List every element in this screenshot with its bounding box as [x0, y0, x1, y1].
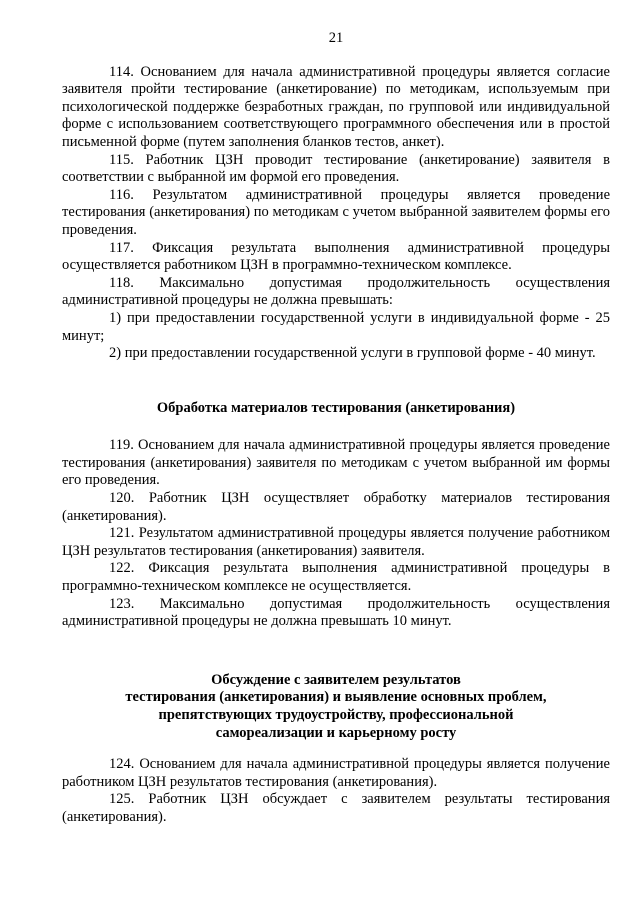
- section-discussion: [62, 756, 610, 826]
- paragraph-118-item-2: 2) при предоставлении государственной услуги в групповой форме - 40 минут.: [109, 345, 596, 362]
- paragraph-117: 117. Фиксация результата выполнения административной процедуры осуществляется работником ЦЗН в программно-техническом комплексе.: [62, 239, 610, 274]
- section-heading-discussion: [62, 672, 610, 742]
- section-testing: [62, 64, 610, 363]
- section-heading-processing: Обработка материалов тестирования (анкетирования): [156, 399, 516, 416]
- paragraph-122: 122. Фиксация результата выполнения административной процедуры в программно-техническом комплексе не осуществляется.: [62, 560, 610, 595]
- paragraph-118-item-1: 1) при предоставлении государственной услуги в индивидуальной форме - 25 минут;: [62, 309, 610, 344]
- paragraph-118: 118. Максимально допустимая продолжительность осуществления административной процедуры не должна превышать:: [62, 274, 610, 309]
- paragraph-114: 114. Основанием для начала административной процедуры является согласие заявителя пройти тестирование (анкетирование) по методикам, используемым при психологической поддержке безработных граждан, по групповой или индивидуальной форме с использованием соответствующего программного обеспечения или в простой письменной форме (путем заполнения бланков тестов, анкет).: [62, 63, 610, 150]
- paragraph-115: 115. Работник ЦЗН проводит тестирование (анкетирование) заявителя в соответствии с выбранной им формой его проведения.: [62, 151, 610, 186]
- heading-line: самореализации и карьерному росту: [215, 724, 457, 741]
- heading-line: тестирования (анкетирования) и выявление основных проблем,: [125, 689, 547, 706]
- document-page: [62, 30, 610, 827]
- page-number: 21: [328, 30, 344, 46]
- section-processing: [62, 437, 610, 631]
- paragraph-124: 124. Основанием для начала административной процедуры является получение работником ЦЗН результатов тестирования (анкетирования).: [62, 756, 610, 790]
- heading-line: препятствующих трудоустройству, профессиональной: [158, 707, 514, 723]
- paragraph-125: 125. Работник ЦЗН обсуждает с заявителем результаты тестирования (анкетирования).: [62, 791, 610, 825]
- paragraph-120: 120. Работник ЦЗН осуществляет обработку материалов тестирования (анкетирования).: [62, 490, 610, 524]
- paragraph-119: 119. Основанием для начала административной процедуры является проведение тестирования (анкетирования) заявителя по методикам с учетом выбранной им формы его проведения.: [62, 437, 610, 489]
- heading-line: Обсуждение с заявителем результатов: [211, 671, 461, 688]
- paragraph-116: 116. Результатом административной процедуры является проведение тестирования (анкетирования) по методикам с учетом выбранной заявителем формы его проведения.: [62, 186, 610, 238]
- paragraph-123: 123. Максимально допустимая продолжительность осуществления административной процедуры не должна превышать 10 минут.: [62, 595, 610, 630]
- paragraph-121: 121. Результатом административной процедуры является получение работником ЦЗН результатов тестирования (анкетирования) заявителя.: [62, 525, 610, 559]
